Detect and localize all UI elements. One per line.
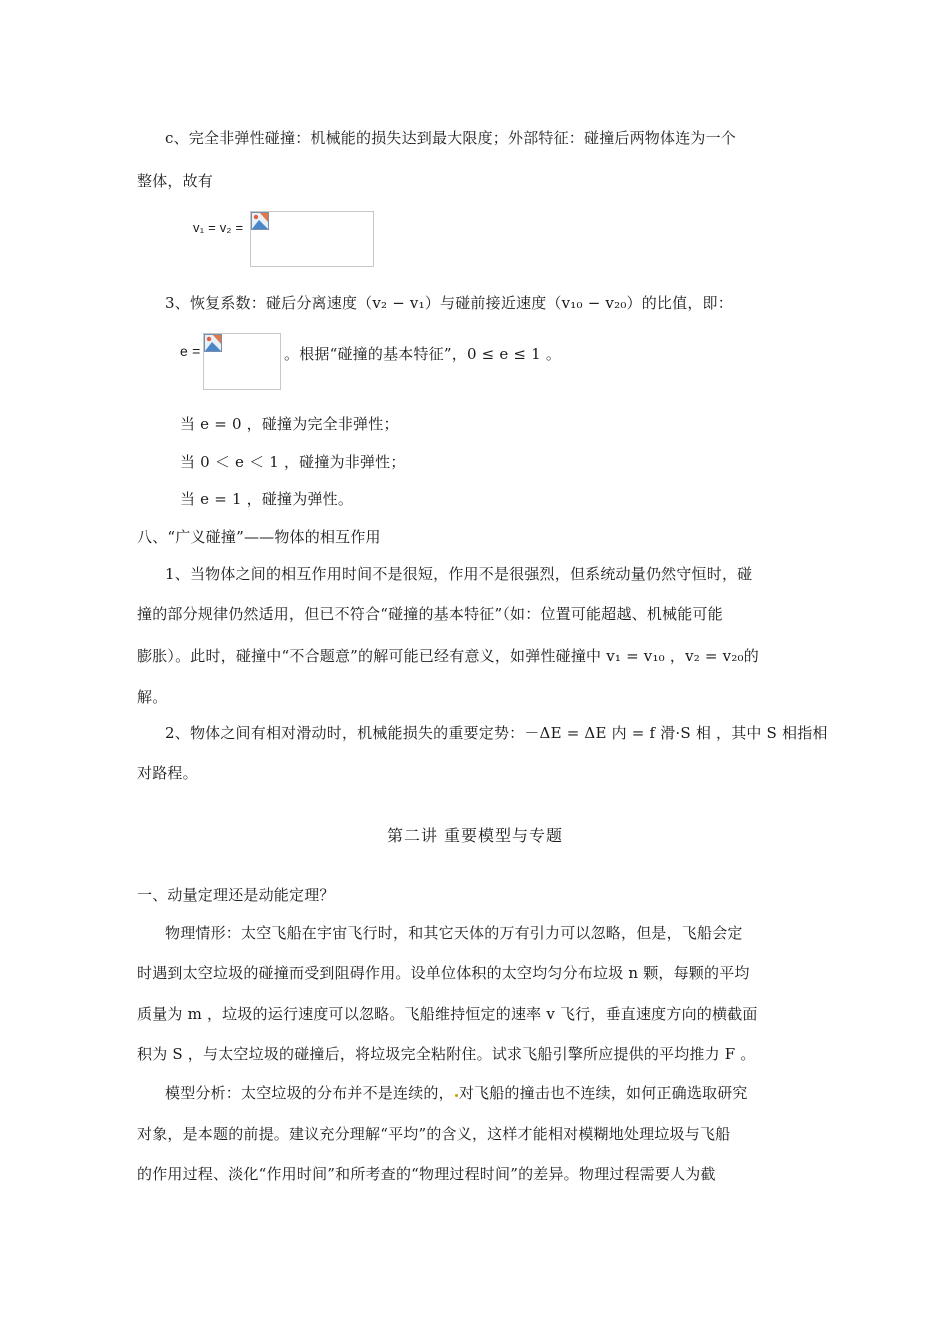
model-analysis-line3: 的作用过程、淡化“作用时间”和所考查的“物理过程时间”的差异。物理过程需要人为截	[137, 1165, 716, 1183]
model-analysis-line1-b: 对飞船的撞击也不连续，如何正确选取研究	[458, 1084, 748, 1102]
scenario-line2: 时遇到太空垃圾的碰撞而受到阻碍作用。设单位体积的太空均匀分布垃圾 n 颗，每颗的平均	[137, 964, 750, 982]
scenario-line4: 积为 S ，与太空垃圾的碰撞后，将垃圾完全粘附住。试求飞船引擎所应提供的平均推力 F 。	[137, 1045, 756, 1063]
para-c-line1: c、完全非弹性碰撞：机械能的损失达到最大限度；外部特征：碰撞后两物体连为一个	[165, 129, 737, 147]
case-e-0: 当 e = 0 ，碰撞为完全非弹性；	[180, 415, 399, 433]
lecture2-title: 第二讲 重要模型与专题	[386, 826, 564, 845]
section8-p2-line2: 对路程。	[137, 764, 198, 782]
case-e-1: 当 e = 1 ，碰撞为弹性。	[180, 490, 354, 508]
e-description: 。根据“碰撞的基本特征”，0 ≤ e ≤ 1 。	[284, 345, 562, 363]
e-formula-image-placeholder	[203, 333, 281, 390]
model-analysis-line1	[165, 1082, 748, 1103]
case-e-between: 当 0 ＜ e ＜ 1 ，碰撞为非弹性；	[180, 453, 406, 471]
scenario-line1: 物理情形：太空飞船在宇宙飞行时，和其它天体的万有引力可以忽略，但是，飞船会定	[165, 924, 743, 942]
broken-image-icon	[251, 212, 269, 230]
section8-p1-line3: 膨胀）。此时，碰撞中“不合题意”的解可能已经有意义，如弹性碰撞中 v₁ = v₁₀ ，v₂ = v₂₀的	[137, 647, 759, 665]
section8-p2-line1: 2、物体之间有相对滑动时，机械能损失的重要定势：－ΔE = ΔE 内 = f 滑·S 相 ，其中 S 相指相	[165, 724, 828, 742]
section1-heading: 一、动量定理还是动能定理？	[137, 886, 335, 904]
broken-image-icon	[204, 334, 222, 352]
section8-p1-line2: 撞的部分规律仍然适用，但已不符合“碰撞的基本特征”（如：位置可能超越、机械能可能	[137, 605, 723, 623]
model-analysis-line1-a: 模型分析：太空垃圾的分布并不是连续的，	[165, 1084, 454, 1102]
section8-heading: 八、“广义碰撞”——物体的相互作用	[137, 528, 381, 546]
scenario-line3: 质量为 m ，垃圾的运行速度可以忽略。飞船维持恒定的速率 v 飞行，垂直速度方向的横截面	[137, 1005, 758, 1023]
e-label: e =	[180, 343, 201, 359]
para-3-line1: 3、恢复系数：碰后分离速度（v₂ − v₁）与碰前接近速度（v₁₀ − v₂₀）的比值，即：	[165, 294, 733, 312]
stray-dot-mark	[455, 1094, 458, 1097]
model-analysis-line2: 对象，是本题的前提。建议充分理解“平均”的含义，这样才能相对模糊地处理垃圾与飞船	[137, 1125, 731, 1143]
section8-p1-line1: 1、当物体之间的相互作用时间不是很短，作用不是很强烈，但系统动量仍然守恒时，碰	[165, 565, 753, 583]
formula-v1-v2: v₁ = v₂ =	[193, 220, 244, 235]
section8-p1-line4: 解。	[137, 688, 168, 706]
para-c-line2: 整体，故有	[137, 172, 214, 190]
formula-image-placeholder	[250, 211, 374, 267]
